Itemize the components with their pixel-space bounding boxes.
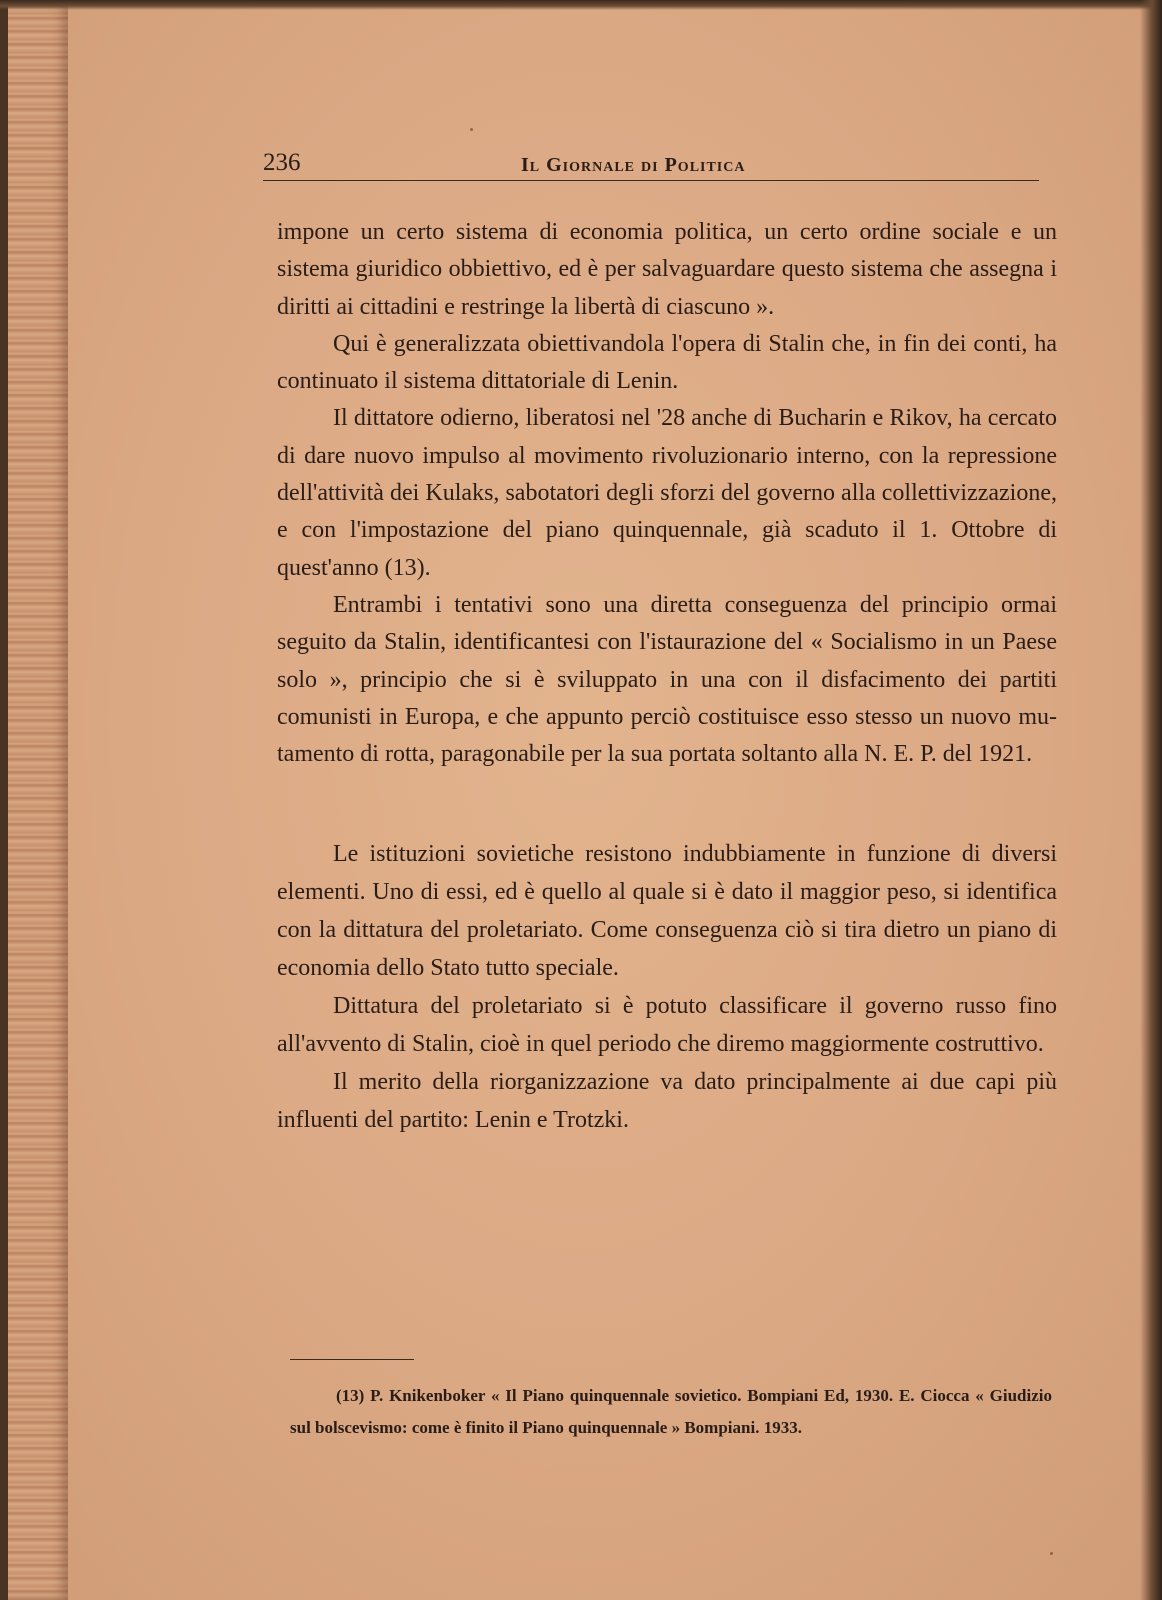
paragraph: Il dittatore odierno, liberatosi nel '28 anche di Bucharin e Rikov, ha cercato di dare nuovo impulso al movimento rivoluzionario interno, con la repressione dell'attività dei Kulaks, sabotatori degli sforzi del governo alla collettivizzazione, e con l'impostazione del piano quinquennale, già scaduto il 1. Ottobre di quest'anno (13). [277, 405, 1057, 581]
page-number: 236 [263, 149, 301, 176]
footnote: (13) P. Knikenboker « Il Piano quinquennale sovietico. Bompiani Ed, 1930. E. Ciocca « Giudizio sul bolscevismo: come è finito il Piano quinquennale » Bompiani. 1933. [290, 1386, 1052, 1437]
footnote-rule [290, 1359, 414, 1360]
paragraph: Entrambi i tentativi sono una diretta conseguenza del principio ormai seguito da Stalin, identificantesi con l'istaurazione del « Socialismo in un Paese solo », principio che si è sviluppato in una con il disfacimento dei partiti comunisti in Europa, e che appunto perciò costituisce esso stesso un nuovo mutamento di rotta, paragonabile per la sua portata soltanto alla N. E. P. del 1921. [277, 591, 1057, 768]
body-text [277, 214, 1057, 1139]
paragraph: Le istituzioni sovietiche resistono indubbiamente in funzione di diversi elementi. Uno di essi, ed è quello al quale si è dato il maggior peso, si identifica con la dittatura del proletariato. Come conseguenza ciò si tira dietro un piano di economia dello Stato tutto speciale. [277, 841, 1057, 982]
paper-speck [470, 128, 473, 131]
running-title: Il Giornale di Politica [521, 154, 746, 176]
page-right-edge [1140, 0, 1162, 1600]
running-header [263, 148, 1039, 188]
book-binding-gutter [0, 0, 68, 1600]
page-top-edge [0, 0, 1162, 10]
paragraph: Il merito della riorganizzazione va dato principalmente ai due capi più influenti del partito: Lenin e Trotzki. [277, 1069, 1057, 1134]
section-break [277, 773, 1057, 835]
paragraph: Dittatura del proletariato si è potuto classificare il governo russo fino all'avvento di Stalin, cioè in quel periodo che diremo maggiormente costruttivo. [277, 993, 1057, 1058]
book-spine-edge [0, 0, 8, 1600]
header-rule [263, 180, 1039, 181]
paragraph-continuation: impone un certo sistema di economia politica, un certo ordine sociale e un sistema giuridico obbiettivo, ed è per salvaguardare questo sistema che assegna i diritti ai cittadini e restringe la libertà di ciascuno ». [277, 219, 1057, 320]
paragraph: Qui è generalizzata obiettivandola l'opera di Stalin che, in fin dei conti, ha continuato il sistema dittatoriale di Lenin. [277, 330, 1057, 395]
paper-speck [1050, 1552, 1053, 1555]
